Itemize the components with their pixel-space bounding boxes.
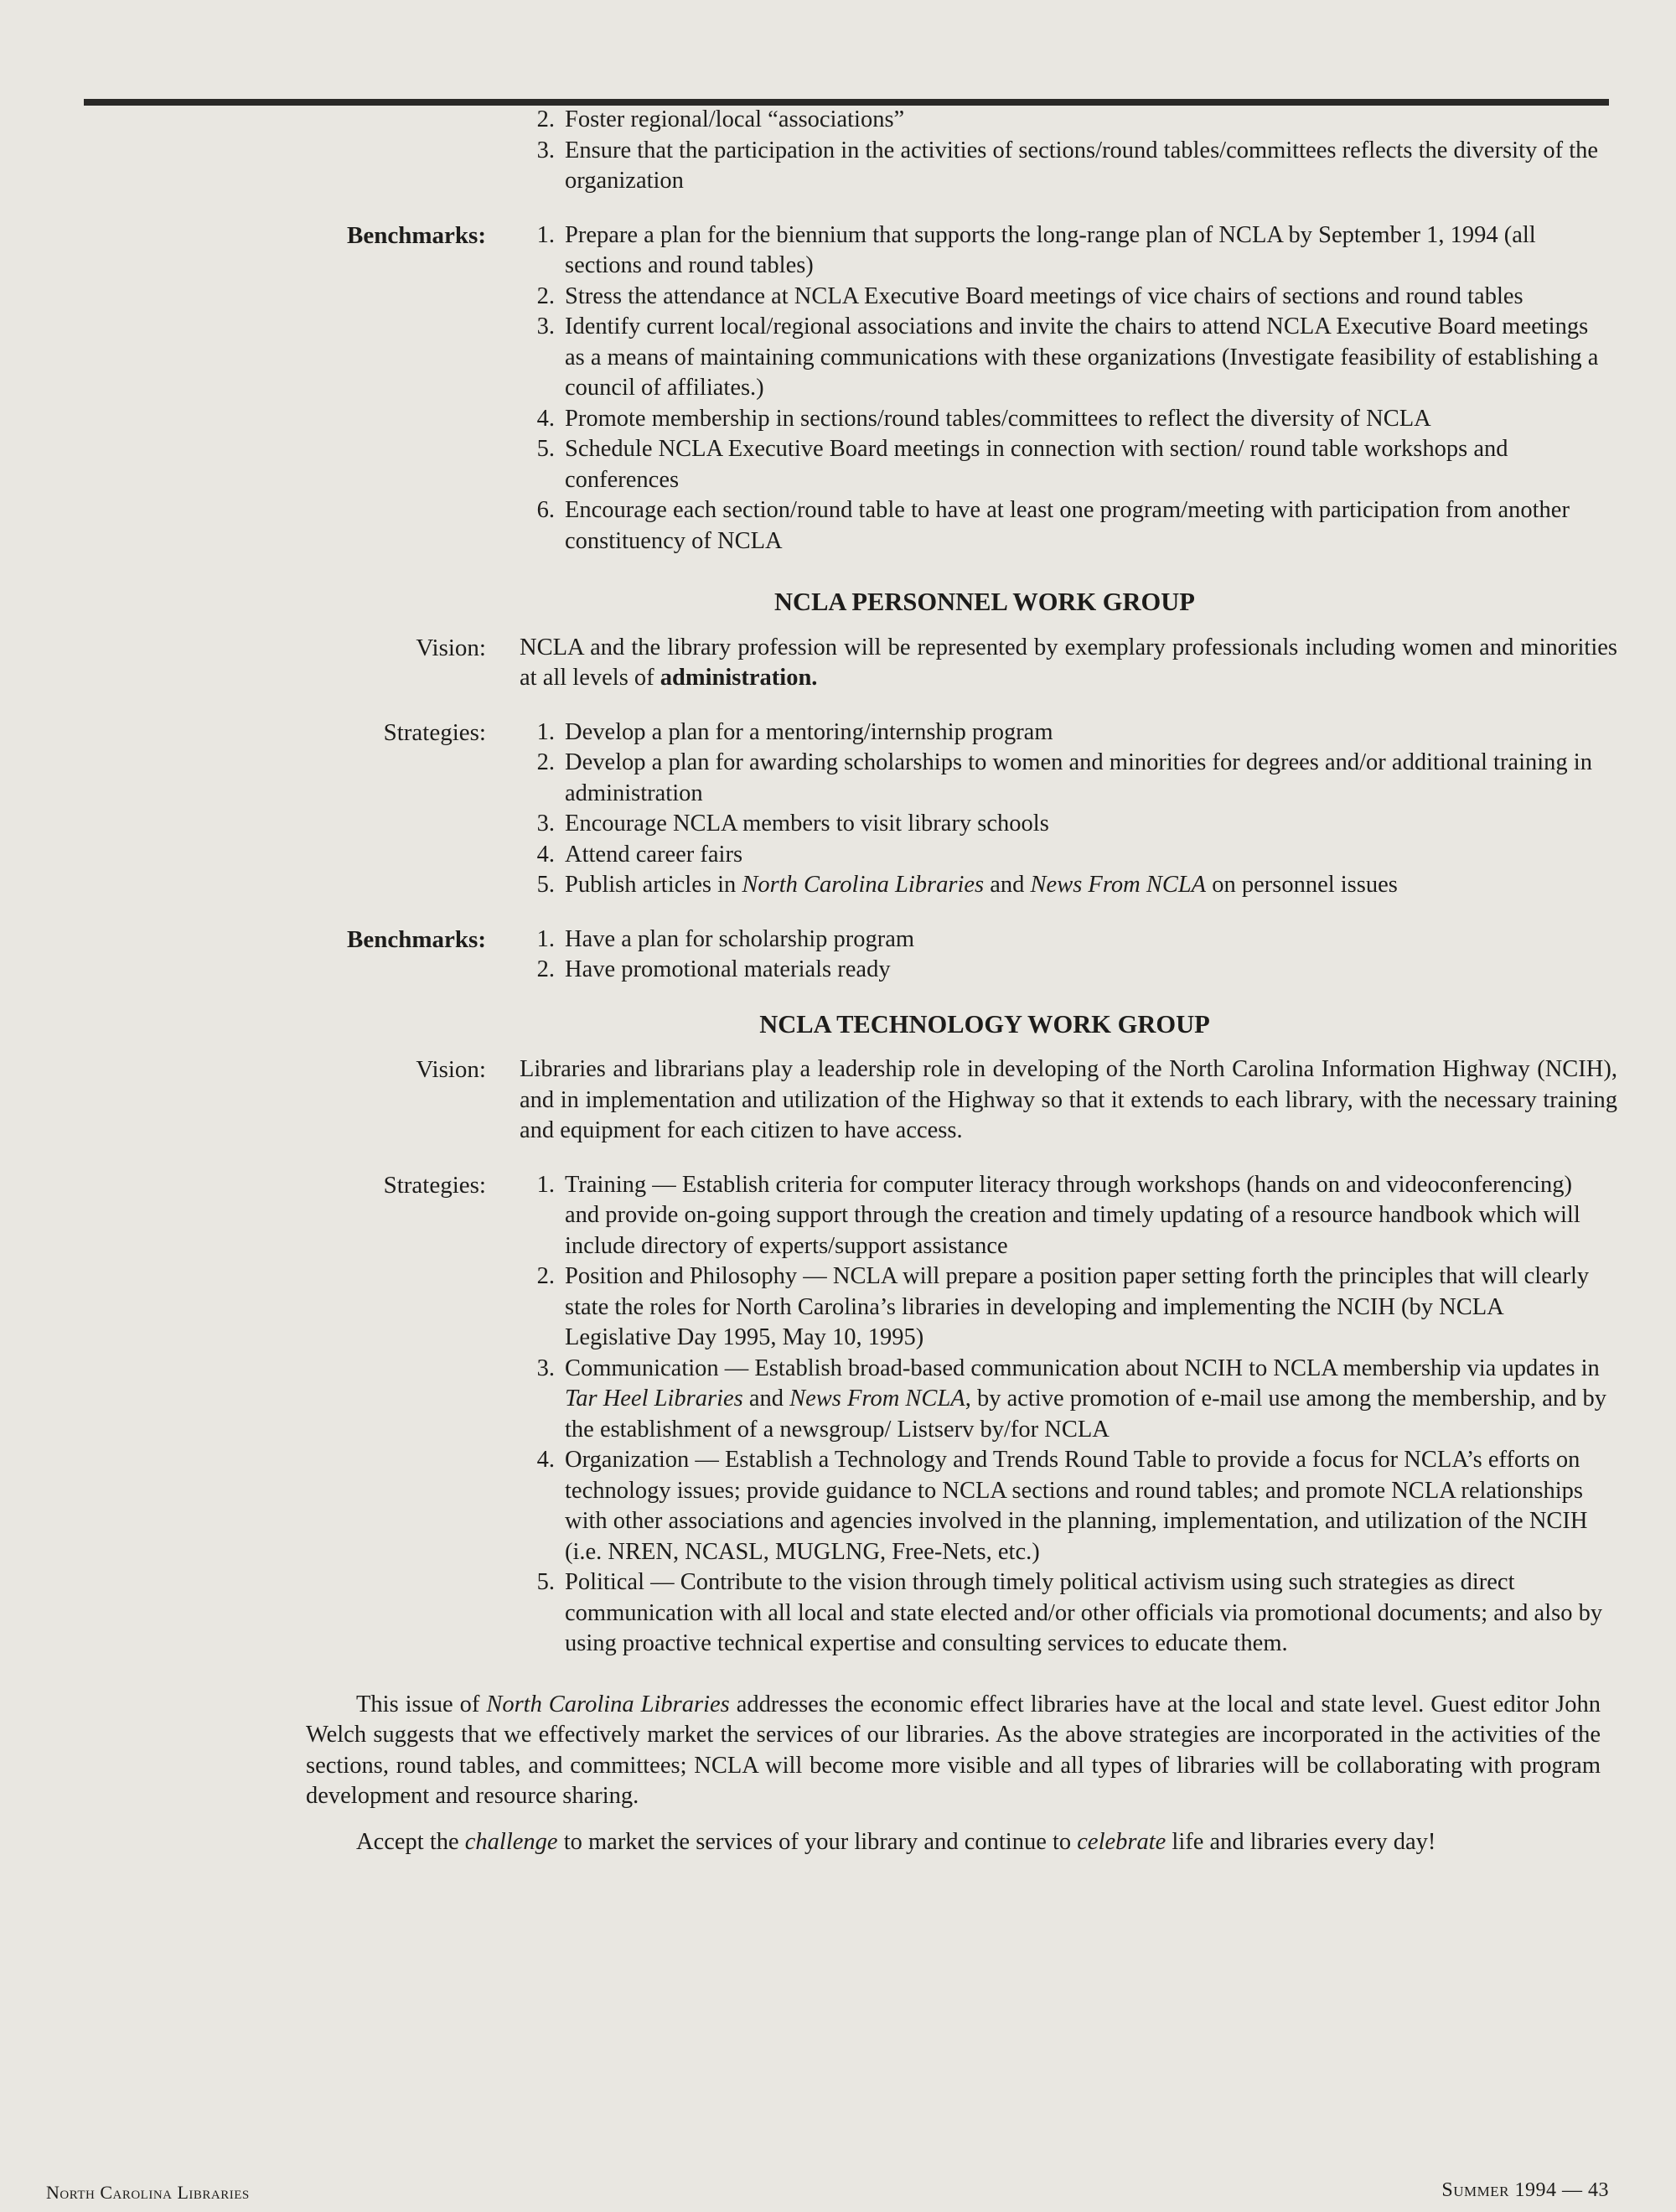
item-number: 2. — [536, 106, 555, 132]
item-text: Promote membership in sections/round tables/committees to reflect the diversity of NCLA — [565, 405, 1431, 432]
item-number: 6. — [536, 497, 555, 523]
goals-list — [520, 105, 1676, 197]
closing-text — [306, 1690, 1601, 1858]
strategies-list — [520, 717, 1676, 901]
item-number: 5. — [536, 872, 555, 898]
goals-continuation — [0, 105, 1676, 197]
item-number: 4. — [536, 841, 555, 868]
benchmarks-label: Benchmarks: — [347, 221, 486, 249]
list-item — [520, 312, 1609, 404]
closing-paragraph: Accept the challenge to market the services of your library and continue to celebrate life and libraries every day! — [356, 1828, 1436, 1855]
item-text: Communication — Establish broad-based communication about NCIH to NCLA membership via updates in Tar Heel Libraries and News From NCLA, by active promotion of e-mail use among the membership, and by the establishment of a newsgroup/ Listserv by/for NCLA — [565, 1355, 1607, 1443]
item-text: Stress the attendance at NCLA Executive Board meetings of vice chairs of sections and round tables — [565, 282, 1523, 309]
personnel-vision — [0, 633, 1676, 694]
item-number: 3. — [536, 811, 555, 837]
strategies-label: Strategies: — [383, 718, 486, 746]
list-item — [520, 282, 1609, 313]
personnel-benchmarks — [0, 925, 1676, 986]
item-text: Have a plan for scholarship program — [565, 925, 915, 952]
list-item — [520, 809, 1609, 840]
item-number: 2. — [536, 282, 555, 309]
list-item — [520, 1567, 1609, 1660]
technology-vision — [0, 1054, 1676, 1147]
list-item — [520, 717, 1609, 749]
list-item — [520, 748, 1609, 809]
item-number: 3. — [536, 1355, 555, 1381]
list-item — [520, 105, 1609, 136]
list-item — [520, 220, 1609, 282]
item-text: Schedule NCLA Executive Board meetings in connection with section/ round table workshops and conferences — [565, 436, 1508, 493]
benchmarks-label: Benchmarks: — [347, 925, 486, 953]
closing-paragraph: This issue of North Carolina Libraries addresses the economic effect libraries have at the local and state level. Guest editor John Welch suggests that we effectively market the services of our libraries. As the above strategies are incorporated in the activities of the sections, round tables, and committees; NCLA will become more visible and all types of libraries will be collaborating with program development and resource sharing. — [306, 1691, 1601, 1809]
item-text: Encourage each section/round table to have at least one program/meeting with participation from another constituency of NCLA — [565, 497, 1570, 554]
journal-name-footer: North Carolina Libraries — [46, 2182, 250, 2203]
item-text: Training — Establish criteria for computer literacy through workshops (hands on and videoconferencing) and provide on-going support through the creation and timely updating of a resource handbook which will include directory of experts/support assistance — [565, 1171, 1580, 1259]
vision-text: Libraries and librarians play a leadership role in developing of the North Carolina Information Highway (NCIH), and in implementation and utilization of the Highway so that it extends to each library, with the necessary training and equipment for each citizen to have access. — [520, 1056, 1617, 1143]
item-number: 2. — [536, 749, 555, 775]
benchmarks-list — [520, 220, 1676, 557]
item-text: Develop a plan for awarding scholarships to women and minorities for degrees and/or additional training in administration — [565, 749, 1592, 806]
item-number: 1. — [536, 221, 555, 248]
list-item — [520, 840, 1609, 871]
vision-label: Vision: — [416, 634, 486, 661]
list-item — [520, 404, 1609, 435]
strategies-list — [520, 1170, 1676, 1660]
item-number: 1. — [536, 718, 555, 745]
list-item — [520, 1170, 1609, 1262]
item-number: 3. — [536, 137, 555, 163]
item-text: Publish articles in North Carolina Libraries and News From NCLA on personnel issues — [565, 872, 1398, 898]
list-item — [520, 495, 1609, 557]
item-text: Foster regional/local “associations” — [565, 106, 905, 132]
vision-text: NCLA and the library profession will be represented by exemplary professionals including women and minorities at all levels of administration. — [520, 634, 1617, 691]
list-item — [520, 1261, 1609, 1354]
list-item — [520, 925, 1609, 956]
benchmarks-section — [0, 220, 1676, 557]
item-number: 2. — [536, 956, 555, 982]
list-item — [520, 136, 1609, 197]
item-number: 3. — [536, 313, 555, 339]
item-text: Have promotional materials ready — [565, 956, 891, 982]
personnel-strategies — [0, 717, 1676, 901]
technology-heading: NCLA TECHNOLOGY WORK GROUP — [759, 1009, 1210, 1039]
item-number: 4. — [536, 405, 555, 432]
list-item — [520, 1354, 1609, 1446]
item-text: Political — Contribute to the vision through timely political activism using such strategies as direct communication with all local and state elected and/or other officials via promotional documents; and also by using proactive technical expertise and consulting services to educate them. — [565, 1569, 1603, 1656]
item-text: Develop a plan for a mentoring/internship program — [565, 718, 1053, 745]
item-number: 5. — [536, 1569, 555, 1595]
item-number: 1. — [536, 1171, 555, 1198]
item-text: Prepare a plan for the biennium that supports the long-range plan of NCLA by September 1, 1994 (all sections and round tables) — [565, 221, 1536, 278]
list-item — [520, 1445, 1609, 1567]
item-text: Identify current local/regional associations and invite the chairs to attend NCLA Executive Board meetings as a means of maintaining communications with these organizations (Investigate feasibility of establishing a council of affiliates.) — [565, 313, 1599, 401]
item-number: 2. — [536, 1263, 555, 1289]
benchmarks-list — [520, 925, 1676, 986]
personnel-heading: NCLA PERSONNEL WORK GROUP — [774, 588, 1195, 616]
item-text: Position and Philosophy — NCLA will prepare a position paper setting forth the principles that will clearly state the roles for North Carolina’s libraries in developing and implementing the NCIH (by NCLA Legislative Day 1995, May 10, 1995) — [565, 1263, 1590, 1350]
list-item — [520, 870, 1609, 901]
strategies-label: Strategies: — [383, 1171, 486, 1199]
vision-label: Vision: — [416, 1056, 486, 1083]
technology-strategies — [0, 1170, 1676, 1660]
vision-emphasis: administration. — [660, 665, 818, 691]
item-number: 5. — [536, 436, 555, 462]
item-text: Attend career fairs — [565, 841, 743, 868]
page-number-footer: Summer 1994 — 43 — [1441, 2179, 1609, 2201]
page-content — [0, 105, 1676, 1857]
item-number: 1. — [536, 925, 555, 952]
item-number: 4. — [536, 1447, 555, 1473]
item-text: Encourage NCLA members to visit library schools — [565, 811, 1049, 837]
list-item — [520, 955, 1609, 986]
list-item — [520, 434, 1609, 495]
item-text: Ensure that the participation in the activities of sections/round tables/committees reflects the diversity of the organization — [565, 137, 1599, 194]
item-text: Organization — Establish a Technology and Trends Round Table to provide a focus for NCLA’s efforts on technology issues; provide guidance to NCLA sections and round tables; and promote NCLA relationships with other associations and agencies involved in the planning, implementation, and utilization of the NCIH (i.e. NREN, NCASL, MUGLNG, Free-Nets, etc.) — [565, 1447, 1588, 1565]
